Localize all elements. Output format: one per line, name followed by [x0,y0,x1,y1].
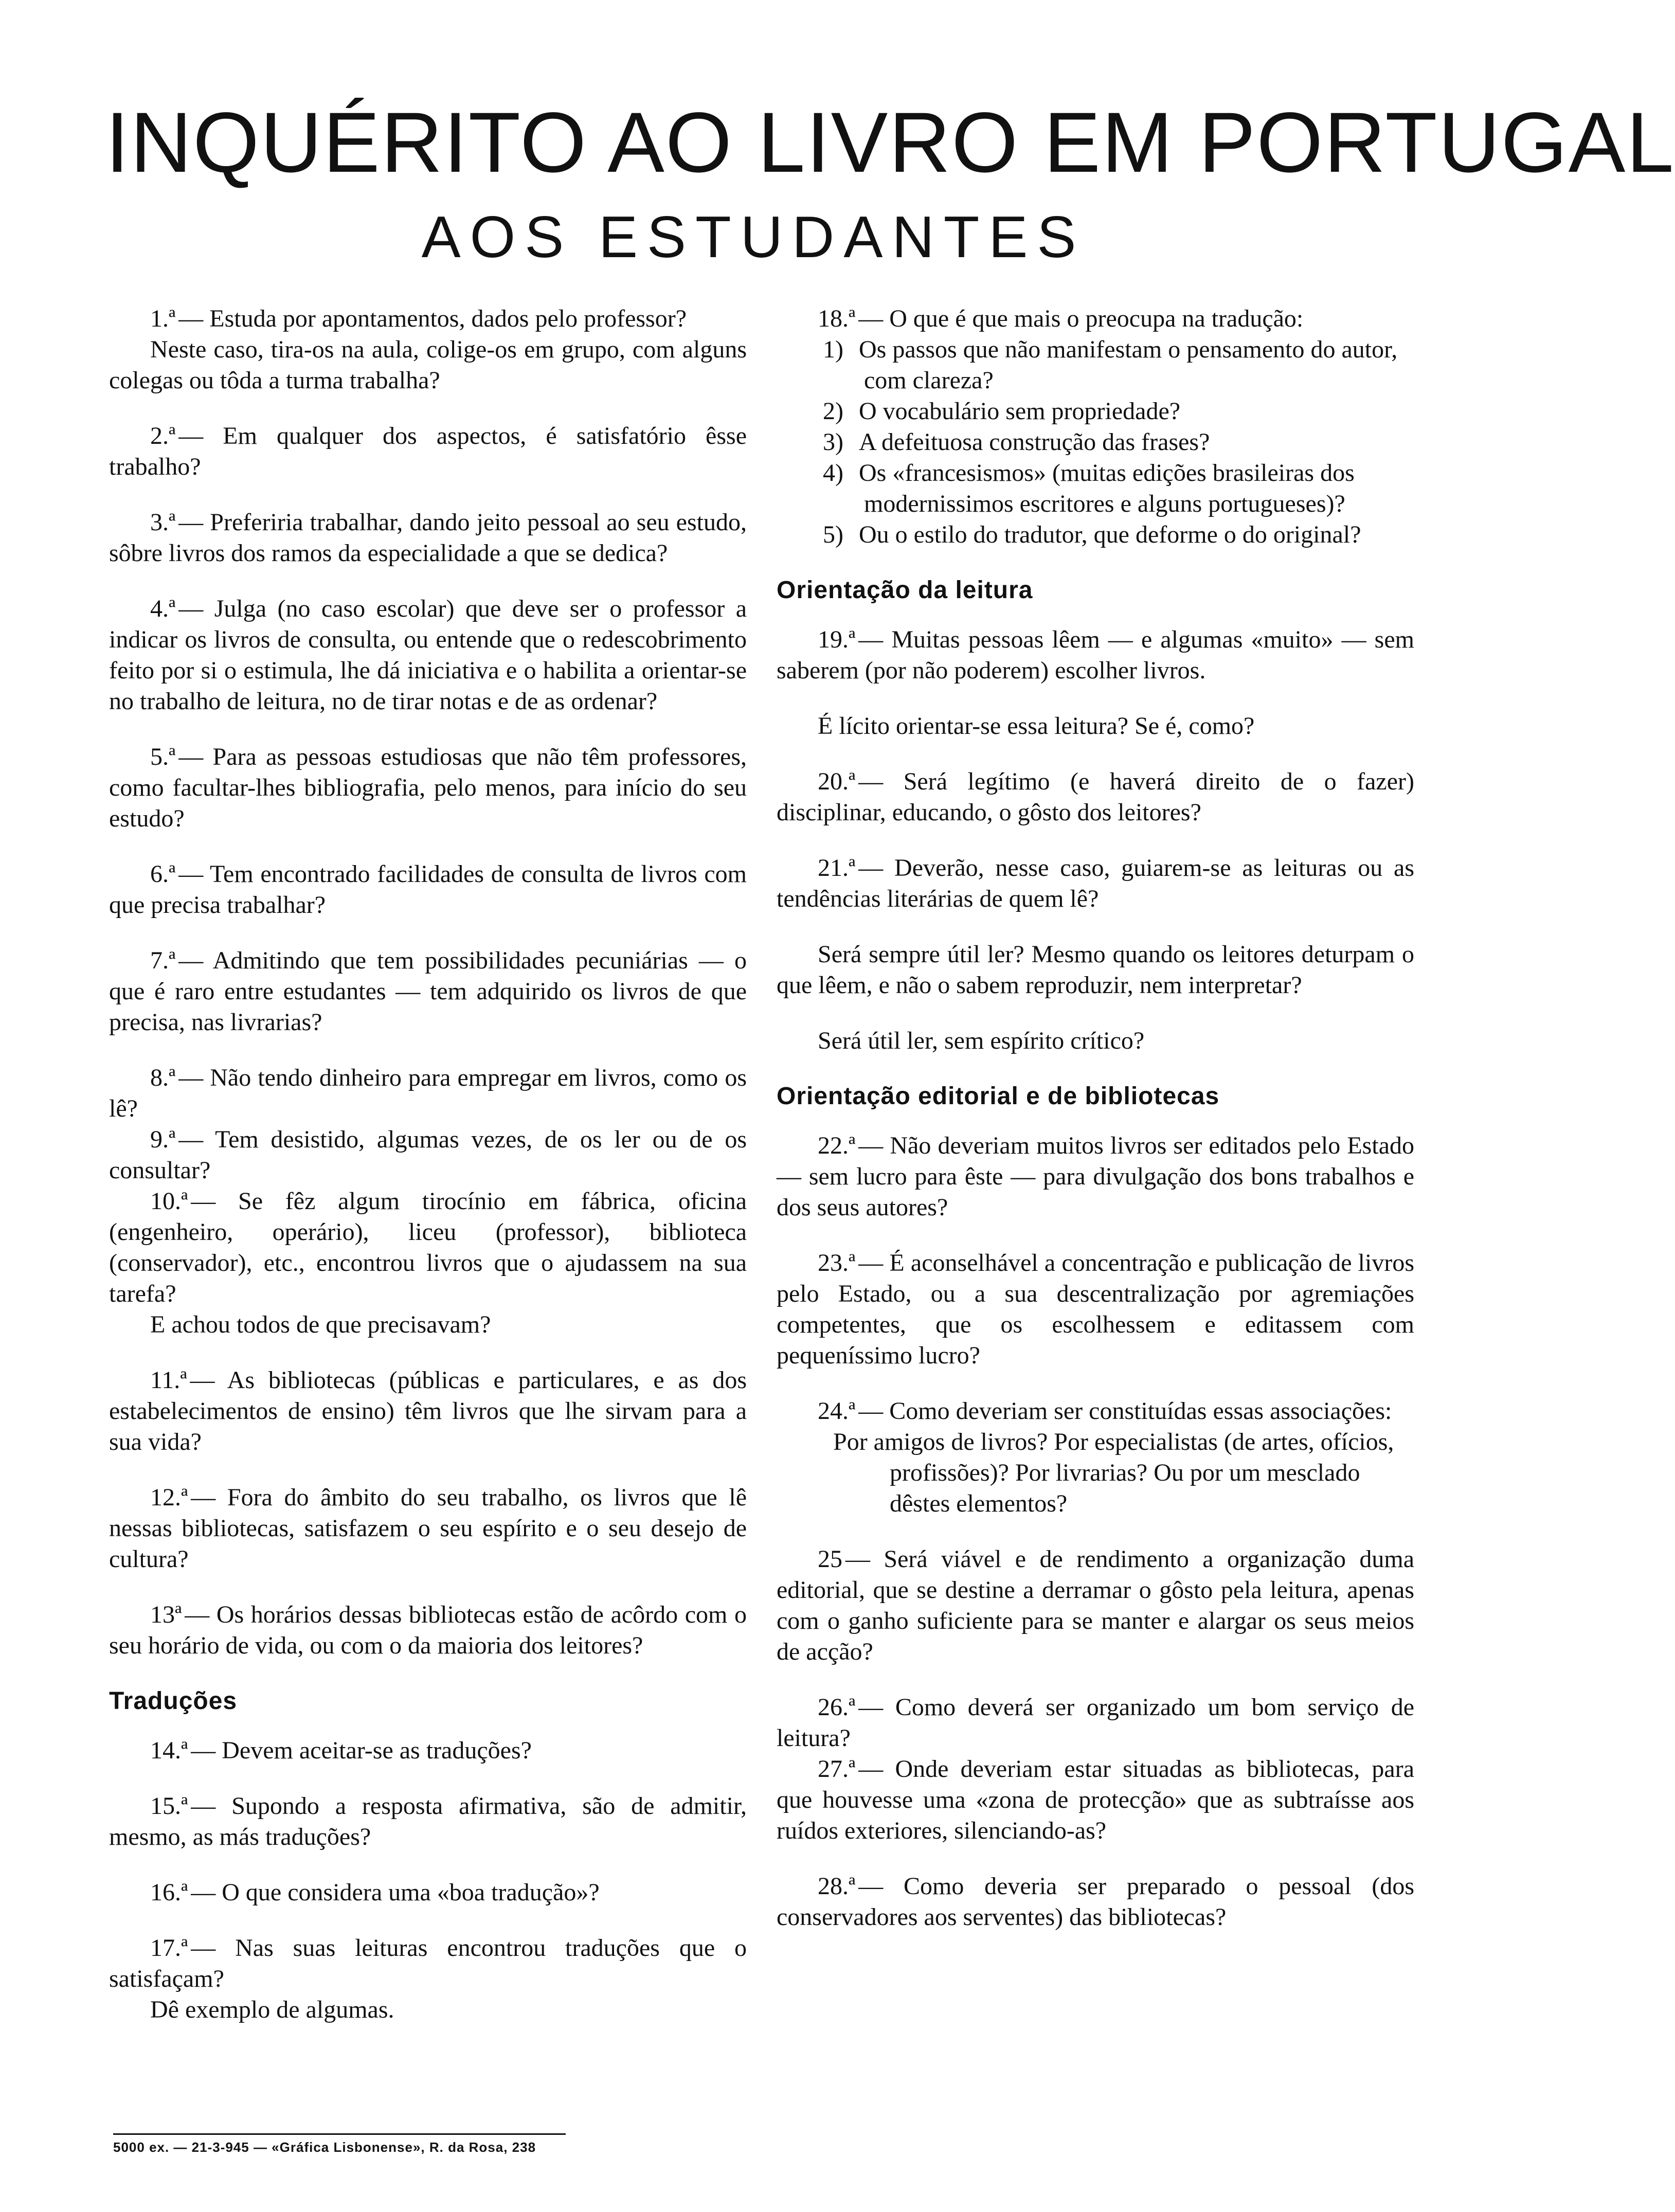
question-number: 22.ª [818,1132,856,1159]
question-19 [777,624,1414,686]
question-text: — Em qualquer dos aspectos, é satisfatório êsse trabalho? [109,422,747,480]
option-text: O vocabulário sem propriedade? [859,398,1181,425]
question-26 [777,1692,1414,1754]
question-4 [109,594,747,717]
question-number: 11.ª [150,1366,187,1394]
question-text: — O que é que mais o preocupa na tradução: [858,305,1304,332]
question-text: — Julga (no caso escolar) que deve ser o professor a indicar os livros de consulta, ou entende que o redescobrimento feito por si o estimula, lhe dá iniciativa e o habilita a orientar-se no trabalho de leitura, no de tirar notas e de as ordenar? [109,595,747,715]
question-text: — O que considera uma «boa tradução»? [191,1879,600,1906]
question-14 [109,1735,747,1766]
question-number: 10.ª [150,1188,188,1215]
question-number: 17.ª [150,1934,188,1962]
option-number: 4) [823,459,843,487]
question-10-followup: E achou todos de que precisavam? [150,1311,491,1338]
option-item [777,458,1414,519]
option-item [777,396,1414,427]
question-21 [777,853,1414,914]
section-heading-traducoes: Traduções [109,1687,238,1715]
question-text: — Deverão, nesse caso, guiarem-se as leituras ou as tendências literárias de quem lê? [777,854,1414,912]
question-18-options [777,334,1414,550]
question-number: 26.ª [818,1694,856,1721]
question-15 [109,1791,747,1853]
question-24-options: Por amigos de livros? Por especialistas (de artes, ofícios, profissões)? Por livrarias? Ou por um mesclado dêstes elementos? [833,1428,1394,1517]
question-text: — Tem desistido, algumas vezes, de os ler ou de os consultar? [109,1126,747,1184]
question-number: 23.ª [818,1249,856,1276]
right-column [777,303,1414,2078]
question-text: — Não deveriam muitos livros ser editados pelo Estado — sem lucro para êste — para divulgação dos bons trabalhos e dos seus autores? [777,1132,1414,1221]
option-number: 3) [823,428,843,456]
question-text: — Devem aceitar-se as traduções? [191,1737,532,1764]
page-subtitle: AOS ESTUDANTES [421,205,1086,270]
question-10 [109,1186,747,1309]
question-number: 25 [818,1545,842,1573]
question-number: 7.ª [150,947,176,974]
question-text: — Será legítimo (e haverá direito de o fazer) disciplinar, educando, o gôsto dos leitores? [777,768,1414,826]
question-2 [109,421,747,482]
question-number: 1.ª [150,305,176,332]
question-text: — Como deverá ser organizado um bom serviço de leitura? [777,1694,1414,1752]
section-heading-orientacao-leitura: Orientação da leitura [777,577,1033,604]
question-text: — Será viável e de rendimento a organização duma editorial, que se destine a derramar o gôsto pela leitura, apenas com o ganho suficiente para se manter e alargar os seus meios de acção? [777,1545,1414,1665]
printer-imprint: 5000 ex. — 21-3-945 — «Gráfica Lisbonense», R. da Rosa, 238 [113,2139,536,2155]
footer-rule [113,2133,566,2135]
question-text: — Tem encontrado facilidades de consulta de livros com que precisa trabalhar? [109,860,747,919]
option-text: Os «francesismos» (muitas edições brasileiras dos modernissimos escritores e alguns portugueses)? [859,459,1355,517]
question-number: 12.ª [150,1484,188,1511]
question-8 [109,1063,747,1124]
question-number: 16.ª [150,1879,188,1906]
option-item [777,519,1414,550]
question-number: 3.ª [150,509,176,536]
question-number: 14.ª [150,1737,188,1764]
question-number: 13ª [150,1601,182,1628]
question-9 [109,1124,747,1186]
question-22 [777,1130,1414,1223]
question-text: — Os horários dessas bibliotecas estão de acôrdo com o seu horário de vida, ou com o da maioria dos leitores? [109,1601,747,1659]
question-text: — Fora do âmbito do seu trabalho, os livros que lê nessas bibliotecas, satisfazem o seu espírito e o seu desejo de cultura? [109,1484,747,1573]
question-13 [109,1599,747,1661]
question-text: — Onde deveriam estar situadas as bibliotecas, para que houvesse uma «zona de protecção» que as subtraísse aos ruídos exteriores, silenciando-as? [777,1755,1414,1844]
question-18 [777,303,1414,334]
question-3 [109,507,747,569]
question-number: 24.ª [818,1397,856,1425]
question-text: — Muitas pessoas lêem — e algumas «muito» — sem saberem (por não poderem) escolher livros. [777,626,1414,684]
question-text: — As bibliotecas (públicas e particulares, e as dos estabelecimentos de ensino) têm livros que lhe sirvam para a sua vida? [109,1366,747,1455]
question-number: 20.ª [818,768,856,795]
page-title: INQUÉRITO AO LIVRO EM PORTUGAL [105,95,1675,190]
question-1-followup: Neste caso, tira-os na aula, colige-os em grupo, com alguns colegas ou tôda a turma trabalha? [109,336,747,394]
question-number: 5.ª [150,743,176,770]
question-number: 15.ª [150,1792,188,1820]
question-24 [777,1396,1414,1427]
question-12 [109,1482,747,1575]
left-column [109,303,747,2078]
question-5 [109,742,747,834]
question-text: — É aconselhável a concentração e publicação de livros pelo Estado, ou a sua descentralização por agremiações competentes, que os escolhessem e editassem com pequeníssimo lucro? [777,1249,1414,1369]
question-number: 2.ª [150,422,176,449]
question-number: 18.ª [818,305,856,332]
question-text: — Como deveriam ser constituídas essas associações: [858,1397,1392,1425]
question-17-followup: Dê exemplo de algumas. [150,1996,394,2023]
question-text: — Se fêz algum tirocínio em fábrica, oficina (engenheiro, operário), liceu (professor), biblioteca (conservador), etc., encontrou livros que o ajudassem na sua tarefa? [109,1188,747,1307]
question-7 [109,945,747,1038]
option-item [777,427,1414,458]
section-heading-orientacao-editorial: Orientação editorial e de bibliotecas [777,1083,1220,1110]
question-number: 27.ª [818,1755,856,1783]
question-number: 9.ª [150,1126,176,1153]
question-1 [109,303,747,334]
question-6 [109,859,747,921]
option-text: Ou o estilo do tradutor, que deforme o do original? [859,521,1361,548]
question-28 [777,1871,1414,1933]
question-number: 21.ª [818,854,856,882]
question-17 [109,1933,747,1994]
question-23 [777,1248,1414,1371]
option-text: Os passos que não manifestam o pensamento do autor, com clareza? [859,336,1398,394]
option-number: 1) [823,336,843,363]
question-21-followup: Será sempre útil ler? Mesmo quando os leitores deturpam o que lêem, e não o sabem reproduzir, nem interpretar? [777,941,1414,999]
question-11 [109,1365,747,1458]
option-item [777,334,1414,396]
question-number: 4.ª [150,595,176,622]
question-number: 8.ª [150,1064,176,1091]
question-21-followup-2: Será útil ler, sem espírito crítico? [818,1027,1145,1054]
question-text: — Como deveria ser preparado o pessoal (dos conservadores aos serventes) das bibliotecas? [777,1873,1414,1931]
option-number: 5) [823,521,843,548]
question-19-followup: É lícito orientar-se essa leitura? Se é, como? [818,712,1255,740]
question-number: 28.ª [818,1873,856,1900]
question-16 [109,1877,747,1908]
question-20 [777,766,1414,828]
question-text: — Admitindo que tem possibilidades pecuniárias — o que é raro entre estudantes — tem adquirido os livros de que precisa, nas livrarias? [109,947,747,1036]
question-text: — Não tendo dinheiro para empregar em livros, como os lê? [109,1064,747,1122]
question-27 [777,1754,1414,1846]
question-text: — Supondo a resposta afirmativa, são de admitir, mesmo, as más traduções? [109,1792,747,1850]
question-25 [777,1544,1414,1667]
question-text: — Estuda por apontamentos, dados pelo professor? [178,305,687,332]
question-number: 6.ª [150,860,176,888]
question-number: 19.ª [818,626,856,653]
question-text: — Preferiria trabalhar, dando jeito pessoal ao seu estudo, sôbre livros dos ramos da especialidade a que se dedica? [109,509,747,567]
question-text: — Nas suas leituras encontrou traduções que o satisfaçam? [109,1934,747,1992]
option-number: 2) [823,398,843,425]
question-text: — Para as pessoas estudiosas que não têm professores, como facultar-lhes bibliografia, pelo menos, para início do seu estudo? [109,743,747,832]
option-text: A defeituosa construção das frases? [859,428,1210,456]
